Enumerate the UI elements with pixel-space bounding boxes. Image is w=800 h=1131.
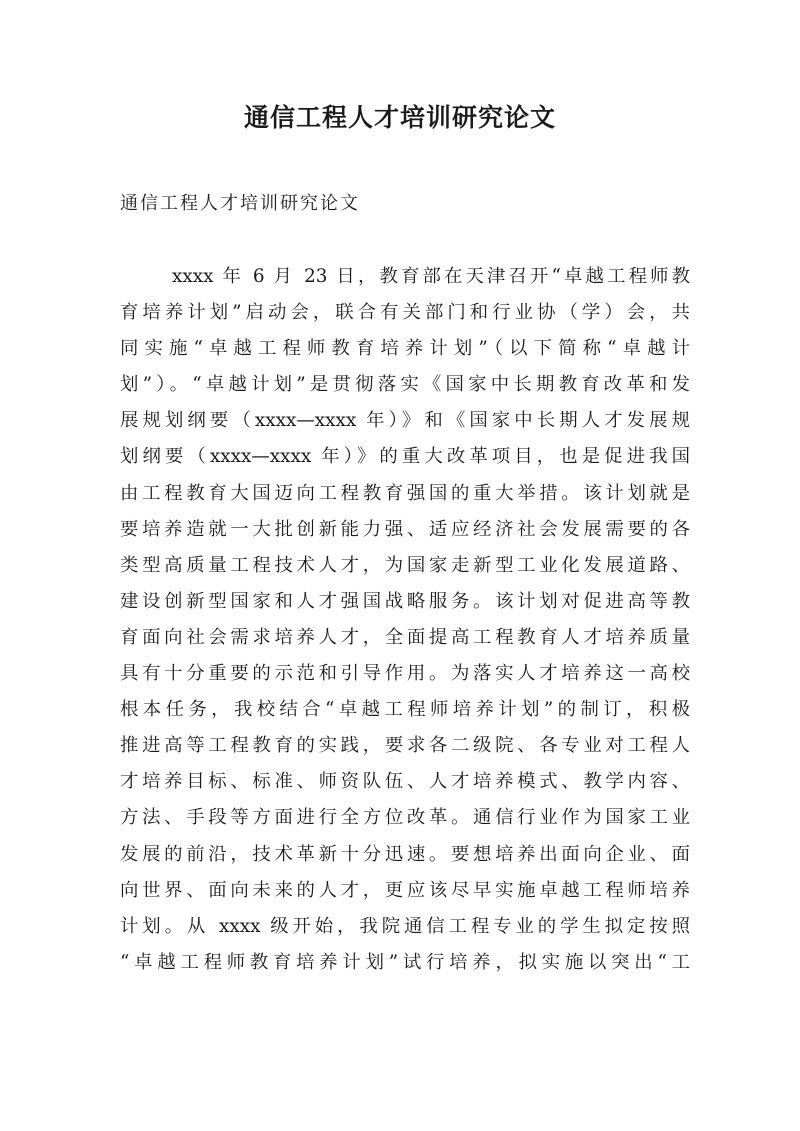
paragraph-line: 要培养造就一大批创新能力强、适应经济社会发展需要的各 — [120, 518, 690, 540]
paragraph-line: 同实施“卓越工程师教育培养计划”（以下简称“卓越计 — [120, 338, 690, 360]
paragraph-line: 划纲要（xxxx—xxxx 年）》的重大改革项目，也是促进我国 — [120, 446, 690, 468]
paragraph-line: 根本任务，我校结合“卓越工程师培养计划”的制订，积极 — [120, 699, 690, 721]
paragraph-line: 具有十分重要的示范和引导作用。为落实人才培养这一高校 — [120, 663, 690, 685]
body-paragraph — [120, 259, 690, 981]
paragraph-line: 推进高等工程教育的实践，要求各二级院、各专业对工程人 — [120, 735, 690, 757]
paragraph-line: 由工程教育大国迈向工程教育强国的重大举措。该计划就是 — [120, 482, 690, 504]
paragraph-line: 建设创新型国家和人才强国战略服务。该计划对促进高等教 — [120, 590, 690, 612]
paragraph-line: “卓越工程师教育培养计划”试行培养，拟实施以突出“工 — [120, 951, 690, 973]
paragraph-line: 类型高质量工程技术人才，为国家走新型工业化发展道路、 — [120, 554, 690, 576]
paragraph-line: 划”）。“卓越计划”是贯彻落实《国家中长期教育改革和发 — [120, 374, 690, 396]
paragraph-line: 育面向社会需求培养人才，全面提高工程教育人才培养质量 — [120, 626, 690, 648]
paragraph-line: 才培养目标、标准、师资队伍、人才培养模式、教学内容、 — [120, 771, 690, 793]
paragraph-line: 方法、手段等方面进行全方位改革。通信行业作为国家工业 — [120, 807, 690, 829]
document-title: 通信工程人才培训研究论文 — [243, 103, 556, 132]
paragraph-line: 向世界、面向未来的人才，更应该尽早实施卓越工程师培养 — [120, 879, 690, 901]
document-subtitle: 通信工程人才培训研究论文 — [120, 193, 360, 214]
paragraph-line: xxxx 年 6 月 23 日，教育部在天津召开“卓越工程师教 — [172, 266, 690, 287]
paragraph-line: 育培养计划”启动会，联合有关部门和行业协（学）会，共 — [120, 302, 690, 324]
paragraph-line: 计划。从 xxxx 级开始，我院通信工程专业的学生拟定按照 — [120, 915, 690, 937]
paragraph-line: 展规划纲要（xxxx—xxxx 年）》和《国家中长期人才发展规 — [120, 410, 690, 432]
paragraph-line: 发展的前沿，技术革新十分迅速。要想培养出面向企业、面 — [120, 843, 690, 865]
